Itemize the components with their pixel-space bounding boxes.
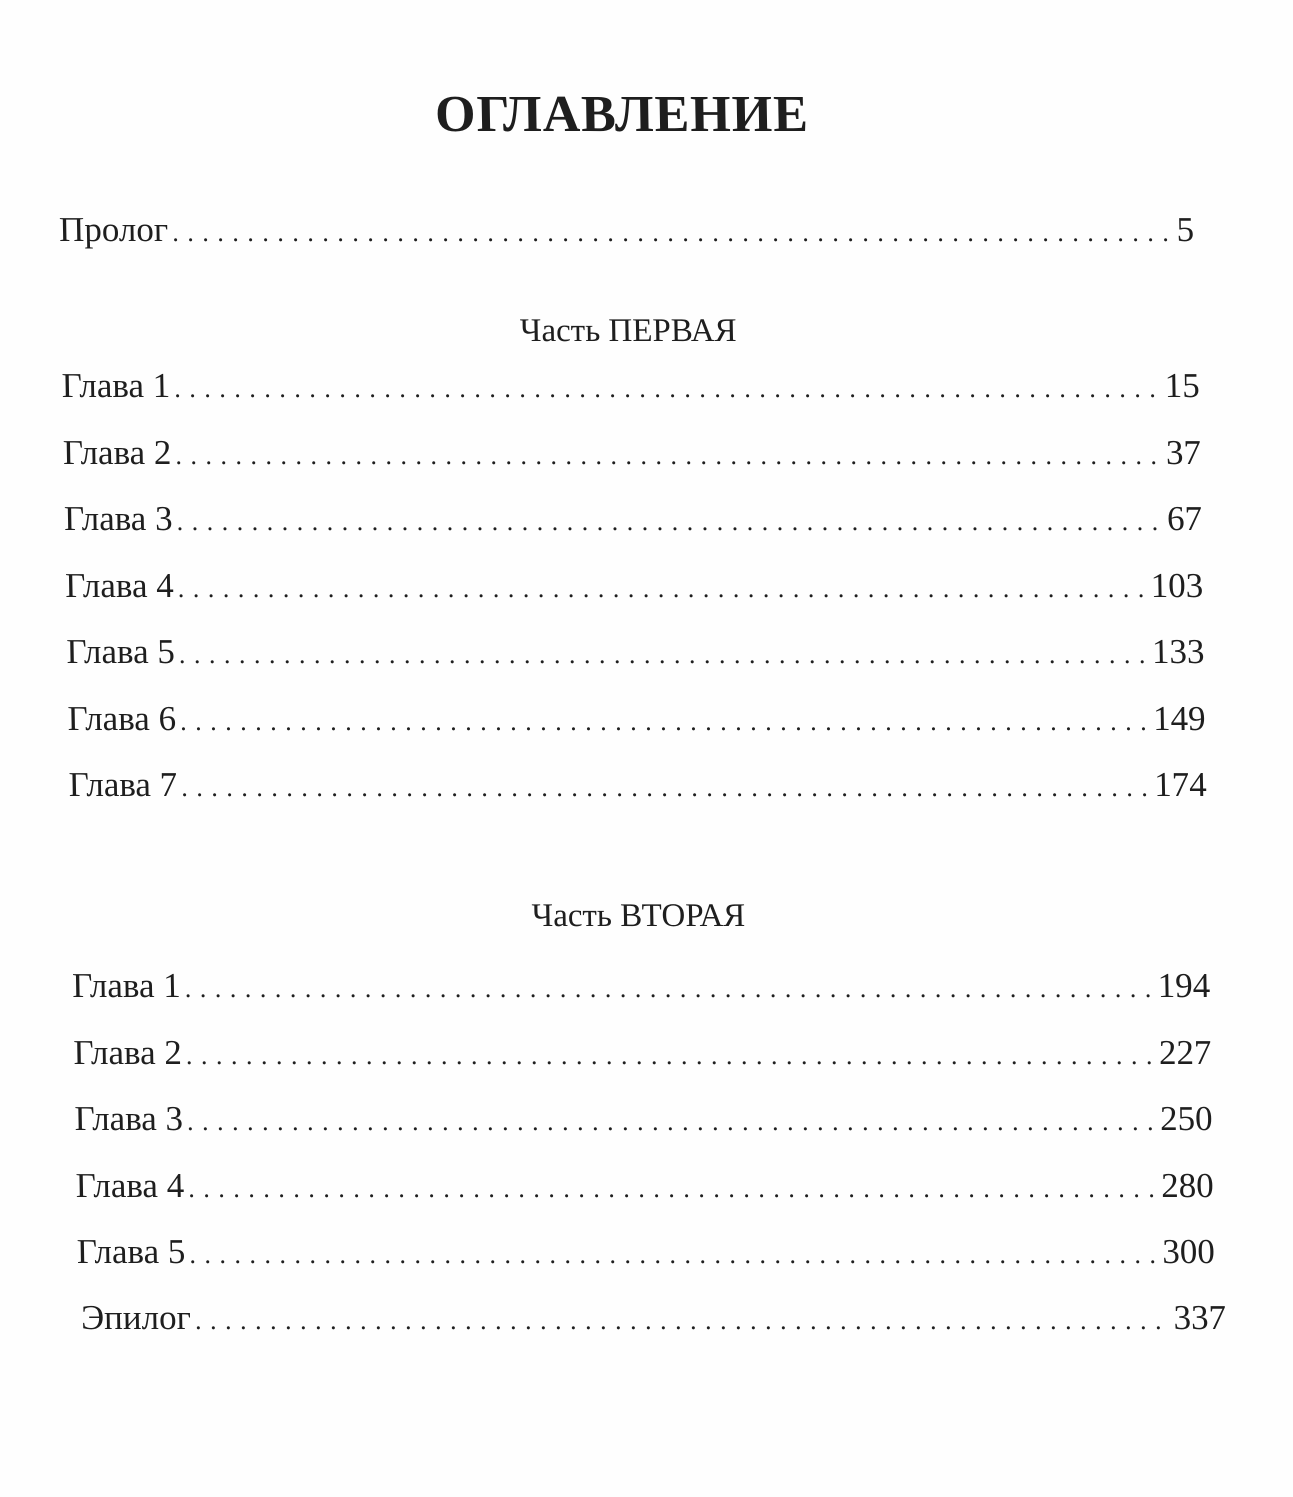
toc-entry-prologue (59, 210, 1195, 254)
toc-entry-chapter (77, 1232, 1216, 1276)
entry-page: 280 (1160, 1165, 1215, 1205)
entry-label: Глава 7 (68, 765, 178, 804)
toc-entry-chapter (65, 566, 1204, 610)
entry-label: Глава 2 (73, 1032, 183, 1072)
dot-leader (181, 773, 1151, 803)
entry-page: 174 (1153, 765, 1208, 804)
entry-label: Глава 4 (75, 1165, 185, 1205)
dot-leader (180, 707, 1150, 737)
dot-leader (179, 640, 1149, 670)
entry-label: Пролог (58, 210, 169, 249)
dot-leader (176, 507, 1163, 537)
toc-entry-chapter (63, 433, 1202, 477)
dot-leader (177, 574, 1147, 604)
toc-entry-chapter (64, 499, 1203, 543)
part-heading: Часть ПЕРВАЯ (519, 313, 737, 349)
toc-entry-chapter (72, 966, 1211, 1010)
toc-entry-chapter (73, 1033, 1212, 1077)
dot-leader (189, 1240, 1159, 1270)
toc-entry-chapter (68, 765, 1207, 809)
entry-label: Глава 3 (74, 1099, 184, 1138)
entry-page: 15 (1164, 366, 1201, 405)
toc-entry-chapter (74, 1099, 1213, 1143)
entry-page: 149 (1152, 698, 1206, 738)
entry-page: 37 (1165, 432, 1202, 472)
entry-label: Глава 1 (71, 966, 181, 1005)
toc-entry-epilogue (81, 1298, 1227, 1342)
entry-page: 300 (1162, 1232, 1216, 1271)
entry-page: 5 (1176, 210, 1195, 249)
dot-leader (186, 1041, 1156, 1071)
entry-label: Глава 2 (62, 432, 172, 472)
entry-page: 103 (1150, 565, 1204, 605)
dot-leader (175, 441, 1162, 471)
entry-page: 133 (1151, 632, 1205, 671)
entry-page: 67 (1166, 499, 1203, 538)
page-title: ОГЛАВЛЕНИЕ (434, 86, 810, 143)
entry-label: Глава 1 (61, 366, 171, 405)
entry-label: Глава 5 (66, 632, 176, 671)
toc-entry-chapter (75, 1166, 1214, 1210)
entry-label: Эпилог (80, 1298, 192, 1337)
dot-leader (184, 974, 1154, 1004)
entry-page: 337 (1173, 1298, 1227, 1337)
dot-leader (172, 218, 1173, 248)
entry-page: 194 (1157, 966, 1211, 1005)
dot-leader (187, 1107, 1157, 1137)
entry-label: Глава 3 (63, 499, 173, 538)
entry-page: 250 (1159, 1099, 1213, 1138)
entry-page: 227 (1158, 1032, 1212, 1072)
toc-entry-chapter (67, 699, 1206, 743)
entry-label: Глава 5 (76, 1232, 186, 1271)
part-heading: Часть ВТОРАЯ (531, 898, 746, 934)
entry-label: Глава 4 (64, 565, 175, 605)
dot-leader (188, 1174, 1158, 1204)
entry-label: Глава 6 (67, 698, 177, 738)
dot-leader (174, 374, 1161, 404)
dot-leader (195, 1306, 1170, 1336)
toc-entry-chapter (61, 366, 1200, 410)
toc-entry-chapter (66, 632, 1205, 676)
